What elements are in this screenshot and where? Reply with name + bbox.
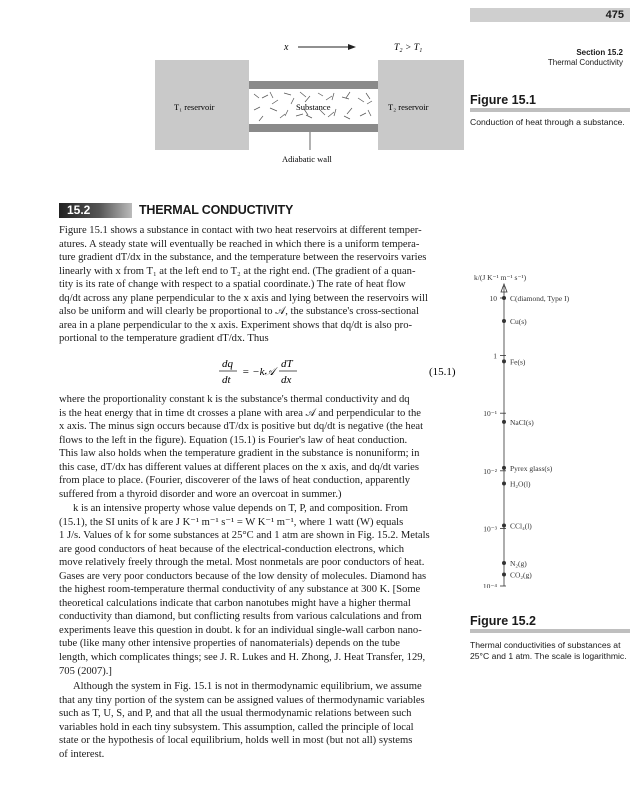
p1-line: dq/dt across any plane perpendicular to the x axis and lying between the reservoirs will (59, 292, 428, 304)
fig2-tick-label: 10⁻⁴ (482, 582, 497, 588)
fig2-point (502, 466, 506, 470)
paragraph-4 (59, 680, 462, 761)
fig2-point-label: C(diamond, Type I) (510, 294, 570, 303)
p1-line: also be uniform and will clearly be proportional to 𝒜, the substance's cross-sectional (59, 306, 419, 318)
fig2-point (502, 561, 506, 565)
eq-rhs-num: dT (281, 358, 293, 370)
p1-line: ture gradient dT/dx in the substance, and the temperature between the reservoirs varies (59, 252, 427, 264)
eq-equals: = −k𝒜 (242, 366, 275, 378)
p3-line: experiments leave this question in doubt. k for an individual single-wall carbon nano- (59, 624, 422, 636)
p3-line: tube (like many other intensive properties of nanomaterials) depends on the tube (59, 638, 400, 650)
p4-line: that any tiny portion of the system can be assigned values of thermodynamic variables (59, 694, 425, 706)
substance-label: Substance (296, 102, 331, 112)
fig2-point-label: CCl₄(l) (510, 521, 532, 531)
fig2-point (502, 481, 506, 485)
x-arrowhead (348, 44, 356, 50)
fig2-tick-label: 10⁻³ (483, 524, 497, 534)
figure-15-2-caption: Thermal conductivities of substances at 25°C and 1 atm. The scale is logarithmic. (470, 640, 627, 661)
p3-line: k is an intensive property whose value depends on T, P, and composition. From (73, 503, 409, 514)
p1-line: area in a plane perpendicular to the x axis. Experiment shows that dq/dt is also pro- (59, 319, 413, 331)
section-title: THERMAL CONDUCTIVITY (139, 203, 294, 217)
figure-15-2-rule (470, 629, 630, 633)
p2-line: this case, dT/dx has different values at different places on the x axis, and dq/dt varies (59, 461, 419, 473)
equation-15-1 (59, 355, 462, 389)
fig2-point-label: CO₂(g) (510, 570, 532, 580)
fig2-tick-label: 10⁻² (483, 466, 497, 476)
right-reservoir-label: T₂ reservoir (388, 102, 429, 112)
figure-15-1-rule (470, 108, 630, 112)
fig2-tick-label: 10⁻¹ (483, 409, 497, 419)
fig2-axis (501, 284, 507, 586)
p4-line: Although the system in Fig. 15.1 is not in thermodynamic equilibrium, we assume (73, 681, 422, 692)
p1-line: tity is its rate of change with respect to a spatial coordinate.) The rate of heat flow (59, 279, 406, 291)
eq-lhs-num: dq (222, 358, 233, 370)
p2-line: from place to place. (Fourier, discoverer of the laws of heat conduction, apparently (59, 475, 411, 487)
eq-number: (15.1) (429, 366, 456, 378)
p4-line: state or the hypothesis of local equilibrium, holds well in most (but not all) systems (59, 735, 413, 747)
p2-line: flows to the left in the figure). Equation (15.1) is Fourier's law of heat conduction. (59, 434, 408, 446)
fig2-points (502, 294, 570, 579)
bottom-adiabatic-wall (249, 124, 378, 132)
fig2-point (502, 296, 506, 300)
paragraph-3 (59, 502, 462, 678)
fig2-point-label: H₂O(l) (510, 479, 531, 489)
temp-relation-label: T₂ > T₁ (394, 43, 423, 53)
fig2-tick-label: 10 (489, 294, 497, 303)
eq-lhs-den: dt (222, 374, 231, 386)
p3-line: theoretical calculations indicate that carbon nanotubes might have a higher thermal (59, 597, 411, 609)
figure-15-1-diagram (150, 38, 465, 168)
page-number: 475 (605, 9, 624, 21)
top-adiabatic-wall (249, 81, 378, 89)
p1-line: portional to the temperature gradient dT/dx. Thus (59, 333, 269, 345)
p2-line: where the proportionality constant k is the substance's thermal conductivity and dq (59, 394, 410, 405)
p2-line: is the heat energy that in time dt crosses a plane with area 𝒜 and perpendicular to the (59, 407, 421, 419)
p2-line: This law also holds when the temperature gradient in the substance is nonuniform; in (59, 448, 420, 460)
p3-line: length, which complicates things; see J. R. Lukes and H. Zhong, J. Heat Transfer, 129, (59, 652, 426, 664)
fig2-point (502, 359, 506, 363)
fig2-tick-label: 1 (493, 351, 497, 361)
p2-line: x axis. The minus sign occurs because dT/dx is positive but dq/dt is negative (the heat (59, 421, 424, 433)
p3-line: Gases are very poor conductors because of the low density of molecules. Diamond has (59, 570, 427, 582)
eq-rhs-den: dx (281, 374, 292, 386)
fig2-point (502, 420, 506, 424)
fig2-axis-label: k/(J K⁻¹ m⁻¹ s⁻¹) (474, 273, 527, 282)
section-number: 15.2 (59, 203, 132, 218)
p4-line: of interest. (59, 748, 105, 760)
figure-15-1-title: Figure 15.1 (470, 93, 536, 107)
p4-line: such as T, U, S, and P, and that all the usual thermodynamic relations between such (59, 708, 412, 720)
figure-15-2-title: Figure 15.2 (470, 614, 536, 628)
p3-line: conductivity than diamond, but conflicting results from various calculations and from (59, 611, 422, 623)
running-header-title: Thermal Conductivity (547, 58, 623, 67)
fig2-point (502, 319, 506, 323)
figure-15-2-scale (470, 268, 630, 588)
p3-line: (15.1), the SI units of k are J K⁻¹ m⁻¹ s⁻¹ = W K⁻¹ m⁻¹, where 1 watt (W) equals (59, 516, 404, 528)
p3-line: 705 (2007).] (59, 665, 112, 677)
fig2-point-label: Fe(s) (510, 357, 526, 367)
figure-15-1-caption: Conduction of heat through a substance. (470, 117, 625, 127)
p3-line: the highest room-temperature thermal conductivity of any substance at 300 K. [Some (59, 584, 421, 596)
fig2-point-label: Cu(s) (510, 317, 527, 327)
left-reservoir-label: T₁ reservoir (174, 102, 215, 112)
x-arrow-label: x (284, 42, 289, 53)
p2-line: suffered from a thyroid disorder and wore an overcoat in summer.) (59, 488, 342, 500)
running-header (548, 48, 623, 68)
fig2-point-label: NaCl(s) (510, 417, 534, 427)
paragraph-2 (59, 393, 462, 501)
p1-line: Figure 15.1 shows a substance in contact with two heat reservoirs at different temper- (59, 225, 422, 236)
p3-line: move relatively freely through the metal. Most nonmetals are poor conductors of heat. (59, 557, 425, 569)
fig2-point-label: N₂(g) (510, 558, 527, 568)
fig2-point (502, 572, 506, 576)
running-header-section: Section 15.2 (576, 48, 623, 57)
fig2-point-label: Pyrex glass(s) (510, 463, 553, 473)
p3-line: 1 J/s. Values of k for some substances at 25°C and 1 atm are shown in Fig. 15.2. Metals (59, 530, 430, 542)
p1-line: atures. A steady state will eventually be reached in which there is a uniform tempera- (59, 238, 420, 250)
adiabatic-wall-label: Adiabatic wall (282, 154, 332, 164)
paragraph-1 (59, 224, 462, 346)
fig2-point (502, 524, 506, 528)
fig2-ticks (483, 294, 506, 588)
p4-line: variables hold in each tiny subsystem. This assumption, called the principle of local (59, 721, 414, 733)
p3-line: are good conductors of heat because of the electrical-conduction electrons, which (59, 543, 405, 555)
p1-line: linearly with x from T₁ at the left end to T₂ at the right end. (The gradient of a quan- (59, 265, 416, 277)
